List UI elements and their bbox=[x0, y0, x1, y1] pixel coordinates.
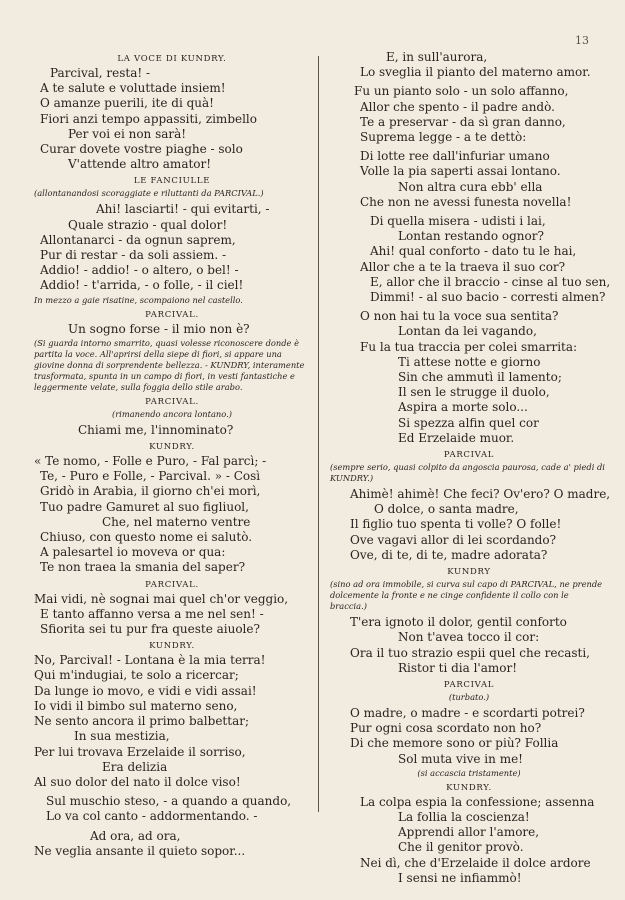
speaker-heading: KUNDRY. bbox=[149, 442, 195, 453]
verse-line: Parcival, resta! - bbox=[50, 66, 151, 80]
speaker-heading: PARCIVAL. bbox=[145, 579, 199, 590]
verse-line: Che il genitor provò. bbox=[398, 840, 524, 855]
verse-line: Un sogno forse - il mio non è? bbox=[68, 321, 250, 336]
verse-line: Per voi ei non sarà! bbox=[68, 126, 187, 141]
verse-line: Ove, di te, di te, madre adorata? bbox=[350, 547, 548, 562]
verse-line: Aspira a morte solo... bbox=[398, 400, 528, 415]
verse-line: Ed Erzelaide muor. bbox=[398, 430, 515, 445]
verse-line: Fu un pianto solo - un solo affanno, bbox=[354, 84, 569, 99]
verse-line: Pur di restar - da soli assiem. - bbox=[40, 248, 227, 263]
verse-line: La follia la coscienza! bbox=[398, 809, 530, 824]
verse-line: Sin che ammutì il lamento; bbox=[398, 370, 562, 385]
verse-line: O madre, o madre - e scordarti potrei? bbox=[350, 705, 585, 720]
verse-line: Ora il tuo strazio espii quel che recasti, bbox=[350, 645, 590, 660]
stage-direction: (si accascia tristamente) bbox=[417, 767, 521, 778]
verse-line: Da lunge io movo, e vidi e vidi assai! bbox=[34, 683, 257, 698]
stage-direction: (rimanendo ancora lontano.) bbox=[111, 408, 233, 419]
verse-line: Al suo dolor del nato il dolce viso! bbox=[34, 774, 241, 789]
verse-line: Ne sento ancora il primo balbettar; bbox=[34, 714, 249, 729]
speaker-heading: PARCIVAL. bbox=[145, 309, 199, 320]
verse-line: Ne veglia ansante il quieto sopor... bbox=[34, 843, 246, 858]
verse-line: Qui m'indugiai, te solo a ricercar; bbox=[34, 668, 239, 683]
verse-line: Sul muschio steso, - a quando a quando, bbox=[46, 794, 292, 809]
stage-direction: (sino ad ora immobile, si curva sul capo di PARCIVAL, ne prende dolcemente la fronte e ne cinge confidente il collo con le braccia.) bbox=[330, 579, 603, 612]
verse-line: Il sen le strugge il duolo, bbox=[398, 385, 550, 400]
speaker-heading: LE FANCIULLE bbox=[133, 176, 211, 187]
verse-line: Te, - Puro e Folle, - Parcival. » - Così bbox=[40, 469, 261, 484]
verse-line: Di lotte ree dall'infuriar umano bbox=[360, 149, 550, 164]
verse-line: Lo sveglia il pianto del materno amor. bbox=[360, 65, 591, 80]
verse-line: Non t'avea tocco il cor: bbox=[398, 630, 540, 645]
verse-line: Gridò in Arabia, il giorno ch'ei morì, bbox=[40, 484, 261, 499]
verse-line: Lontan restando ognor? bbox=[398, 229, 544, 244]
verse-line: Si spezza alfin quel cor bbox=[398, 415, 539, 430]
verse-line: V'attende altro amator! bbox=[68, 157, 212, 172]
verse-line: Ove vagavi allor di lei scordando? bbox=[350, 532, 557, 547]
verse-line: Che non ne avessi funesta novella! bbox=[360, 194, 572, 209]
verse-line: Nei dì, che d'Erzelaide il dolce ardore bbox=[360, 855, 591, 870]
verse-line: Volle la pia saperti assai lontano. bbox=[360, 164, 561, 179]
verse-line: Pur ogni cosa scordato non ho? bbox=[350, 721, 542, 736]
verse-line: Suprema legge - a te dettò: bbox=[360, 130, 527, 145]
verse-line: Ad ora, ad ora, bbox=[90, 828, 181, 843]
verse-line: Ti attese notte e giorno bbox=[398, 354, 541, 369]
verse-line: « Te nomo, - Folle e Puro, - Fal parcì; - bbox=[34, 454, 267, 469]
verse-line: E, in sull'aurora, bbox=[386, 50, 488, 64]
verse-line: O non hai tu la voce sua sentita? bbox=[360, 309, 559, 324]
speaker-heading: KUNDRY bbox=[447, 567, 491, 578]
verse-line: No, Parcival! - Lontana è la mia terra! bbox=[34, 653, 266, 668]
verse-line: Ahi! lasciarti! - qui evitarti, - bbox=[96, 202, 270, 217]
verse-line: A palesartel io moveva or qua: bbox=[40, 545, 226, 560]
verse-line: Allor che spento - il padre andò. bbox=[360, 99, 555, 114]
verse-line: Allontanarci - da ognun saprem, bbox=[40, 232, 236, 247]
right-column bbox=[330, 50, 611, 886]
verse-line: Era delizia bbox=[102, 759, 168, 774]
verse-line: O dolce, o santa madre, bbox=[374, 502, 519, 517]
verse-line: O amanze puerili, ite di quà! bbox=[40, 96, 214, 111]
verse-line: Tuo padre Gamuret al suo figliuol, bbox=[40, 499, 249, 514]
verse-line: Il figlio tuo spenta ti volle? O folle! bbox=[350, 517, 562, 532]
verse-line: Lontan da lei vagando, bbox=[398, 324, 537, 339]
verse-line: A te salute e voluttade insiem! bbox=[40, 81, 226, 96]
verse-line: E tanto affanno versa a me nel sen! - bbox=[40, 606, 264, 621]
speaker-heading: KUNDRY. bbox=[446, 782, 492, 793]
stage-direction: (sempre serio, quasi colpito da angoscia paurosa, cade a' piedi di KUNDRY.) bbox=[330, 462, 605, 484]
stage-direction: (turbato.) bbox=[448, 691, 490, 702]
verse-line: Lo va col canto - addormentando. - bbox=[46, 809, 258, 824]
stage-direction: In mezzo a gaie risatine, scompaiono nel castello. bbox=[34, 294, 243, 305]
verse-line: Ahi! qual conforto - dato tu le hai, bbox=[370, 244, 577, 259]
left-column bbox=[34, 50, 310, 859]
verse-line: Chiuso, con questo nome ei salutò. bbox=[40, 530, 253, 545]
speaker-heading: KUNDRY. bbox=[149, 641, 195, 652]
page-number: 13 bbox=[575, 34, 589, 47]
verse-line: La colpa espia la confessione; assenna bbox=[360, 794, 595, 809]
speaker-heading: PARCIVAL bbox=[443, 679, 495, 690]
verse-line: In sua mestizia, bbox=[74, 729, 170, 744]
speaker-heading: PARCIVAL. bbox=[145, 396, 199, 407]
verse-line: Curar dovete vostre piaghe - solo bbox=[40, 142, 243, 157]
verse-line: Per lui trovava Erzelaide il sorriso, bbox=[34, 744, 246, 759]
verse-line: Di che memore sono or più? Follia bbox=[350, 736, 559, 751]
verse-line: I sensi ne infiammò! bbox=[398, 870, 522, 885]
column-divider bbox=[318, 56, 319, 812]
verse-line: Ristor ti dia l'amor! bbox=[398, 660, 518, 675]
verse-line: Ahimè! ahimè! Che feci? Ov'ero? O madre, bbox=[350, 487, 611, 502]
stage-direction: (allontanandosi scoraggiate e riluttanti da PARCIVAL.) bbox=[34, 188, 264, 199]
verse-line: Allor che a te la traeva il suo cor? bbox=[360, 259, 566, 274]
verse-line: Dimmi! - al suo bacio - corresti almen? bbox=[370, 290, 606, 305]
verse-line: Te a preservar - da sì gran danno, bbox=[360, 114, 566, 129]
verse-line: Che, nel materno ventre bbox=[102, 514, 251, 529]
verse-line: Addio! - addio! - o altero, o bel! - bbox=[40, 263, 239, 278]
verse-line: T'era ignoto il dolor, gentil conforto bbox=[350, 615, 567, 630]
stage-direction: (Si guarda intorno smarrito, quasi volesse riconoscere donde è partita la voce. All'aprirsi della siepe di fiori, si appare una giovine donna di sorprendente bellezza. - KUNDRY, interamente trasformata, spunta in un campo di fiori, in vesti fantastiche e leggermente velate, sulla foggia dello stile arabo. bbox=[34, 337, 305, 392]
verse-line: E, allor che il braccio - cinse al tuo sen, bbox=[370, 274, 611, 289]
verse-line: Sol muta vive in me! bbox=[398, 751, 523, 766]
speaker-heading: LA VOCE DI KUNDRY. bbox=[117, 54, 227, 64]
verse-line: Mai vidi, nè sognai mai quel ch'or veggio, bbox=[34, 591, 289, 606]
speaker-heading: PARCIVAL bbox=[443, 450, 495, 461]
verse-line: Addio! - t'arrida, - o folle, - il ciel! bbox=[40, 278, 244, 293]
verse-line: Apprendi allor l'amore, bbox=[398, 825, 540, 840]
verse-line: Sfiorita sei tu pur fra queste aiuole? bbox=[40, 622, 260, 637]
verse-line: Io vidi il bimbo sul materno seno, bbox=[34, 698, 238, 713]
verse-line: Chiami me, l'innominato? bbox=[78, 422, 234, 437]
verse-line: Te non traea la smania del saper? bbox=[40, 560, 246, 575]
verse-line: Quale strazio - qual dolor! bbox=[68, 217, 228, 232]
verse-line: Fu la tua traccia per colei smarrita: bbox=[360, 339, 578, 354]
verse-line: Non altra cura ebb' ella bbox=[398, 179, 543, 194]
verse-line: Di quella misera - udisti i lai, bbox=[370, 214, 546, 229]
verse-line: Fiori anzi tempo appassiti, zimbello bbox=[40, 111, 257, 126]
